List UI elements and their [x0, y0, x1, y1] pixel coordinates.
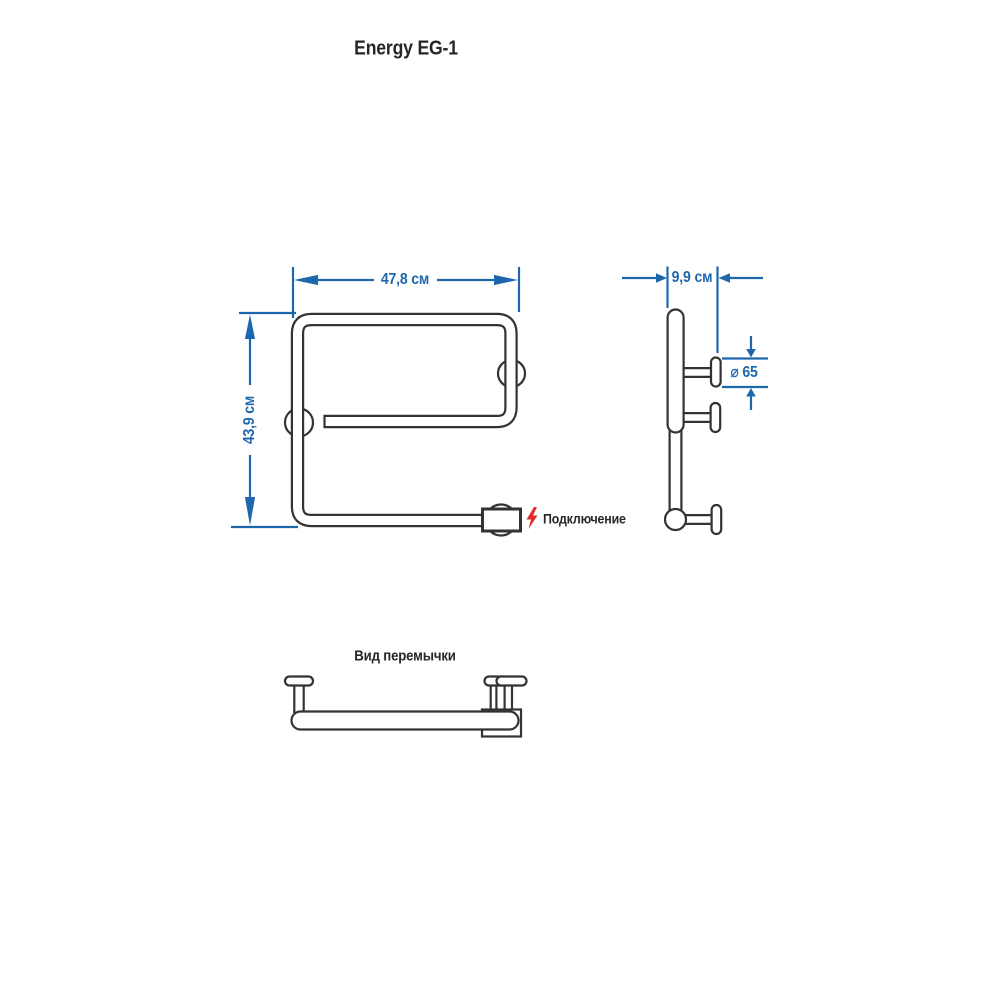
arrow-up-icon [245, 315, 255, 340]
front-dimensions [231, 267, 519, 527]
tube-hollow [298, 320, 512, 521]
front-height-label: 43,9 см [241, 395, 258, 445]
side-dimensions [622, 267, 768, 411]
arrow-right-icon [494, 275, 518, 285]
wall-cap [497, 677, 527, 686]
arrow-down-icon [746, 349, 756, 358]
bridge-view-caption: Вид перемычки [354, 647, 456, 665]
side-diameter-label: ⌀ 65 [730, 364, 758, 381]
arrow-down-icon [245, 497, 255, 526]
wall-cap [711, 403, 721, 432]
connection-callout [527, 507, 538, 529]
connection-circle-side [665, 509, 686, 530]
front-view [285, 320, 525, 536]
connection-label: Подключение [543, 511, 626, 527]
connection-box [483, 509, 521, 531]
bridge-view [285, 677, 527, 737]
wall-cap [711, 358, 721, 387]
tube-capsule [668, 310, 684, 433]
arrow-left-icon [294, 275, 318, 285]
arrow-left-icon [719, 273, 731, 283]
page-title: Energy EG-1 [354, 37, 458, 60]
wall-cap [712, 505, 722, 534]
arrow-up-icon [746, 388, 756, 397]
front-width-label: 47,8 см [380, 271, 430, 288]
wall-cap [285, 677, 313, 686]
lightning-icon [527, 507, 538, 529]
crossbar-tube [292, 712, 519, 730]
side-view [665, 310, 721, 535]
side-depth-label: 9,9 см [671, 269, 713, 286]
arrow-right-icon [656, 273, 667, 283]
